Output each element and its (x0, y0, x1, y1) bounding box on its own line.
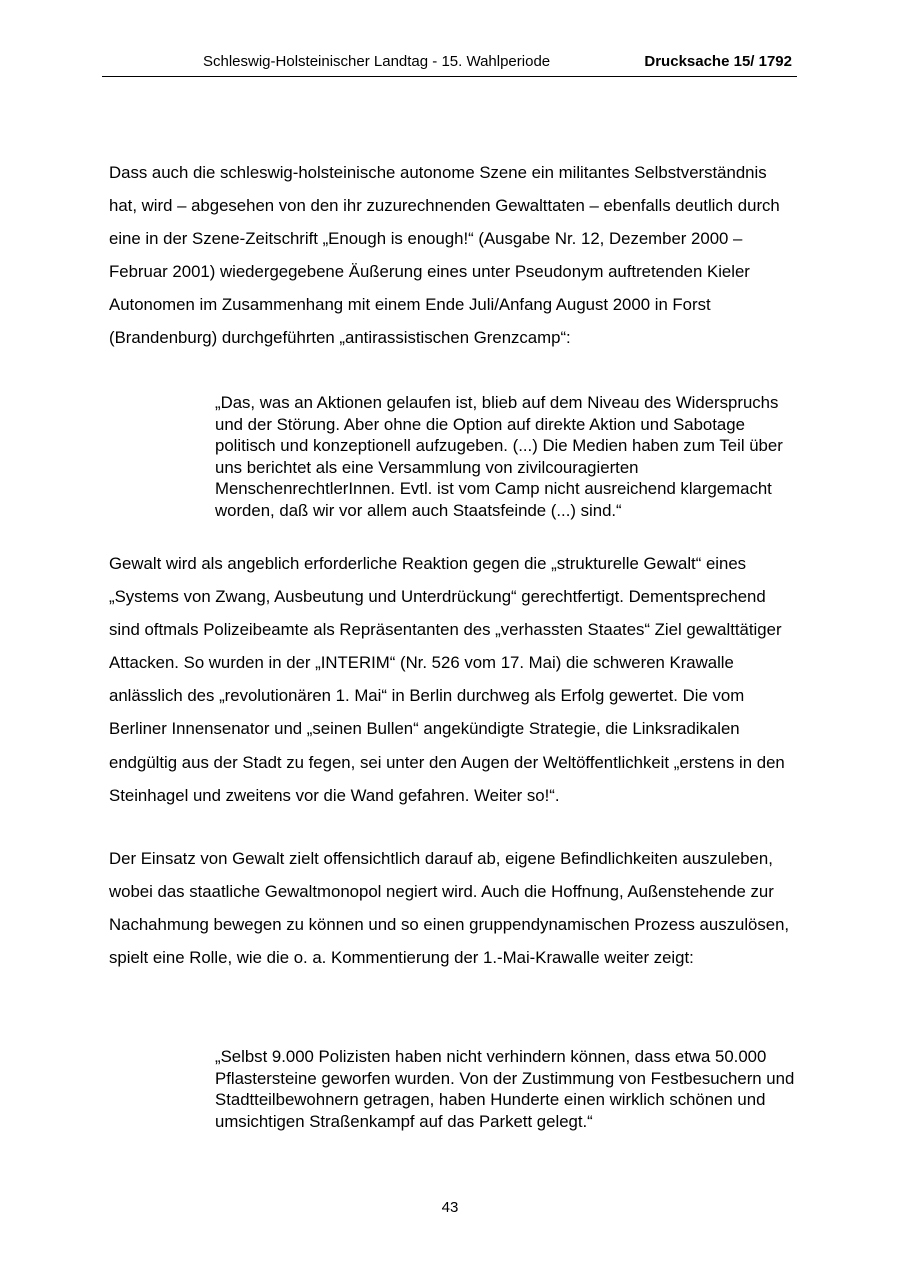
block-quote-1: „Das, was an Aktionen gelaufen ist, blieb auf dem Niveau des Widerspruchs und der Störung. Aber ohne die Option auf direkte Aktion und Sabotage politisch und konzeptionell aufzugeben. (...) Die Medien haben zum Teil über uns berichtet als eine Versammlung von zivilcouragierten MenschenrechtlerInnen. Evtl. ist vom Camp nicht ausreichend klargemacht worden, daß wir vor allem auch Staatsfeinde (...) sind.“ (215, 393, 783, 520)
paragraph-3: Der Einsatz von Gewalt zielt offensichtlich darauf ab, eigene Befindlichkeiten auszuleben, wobei das staatliche Gewaltmonopol negiert wird. Auch die Hoffnung, Außenstehende zur Nachahmung bewegen zu können und so einen gruppendynamischen Prozess auszulösen, spielt eine Rolle, wie die o. a. Kommentierung der 1.-Mai-Krawalle weiter zeigt: (109, 849, 790, 968)
header-title: Schleswig-Holsteinischer Landtag - 15. Wahlperiode (203, 53, 551, 70)
block-quote-2: „Selbst 9.000 Polizisten haben nicht verhindern können, dass etwa 50.000 Pflastersteine geworfen wurden. Von der Zustimmung von Festbesuchern und Stadtteilbewohnern getragen, haben Hunderte einen wirklich schönen und umsichtigen Straßenkampf auf das Parkett gelegt.“ (215, 1047, 795, 1131)
page-header (102, 52, 797, 77)
document-number: Drucksache 15/ 1792 (644, 53, 792, 70)
paragraph-2: Gewalt wird als angeblich erforderliche Reaktion gegen die „strukturelle Gewalt“ eines „Systems von Zwang, Ausbeutung und Unterdrückung“ gerechtfertigt. Dementsprechend sind oftmals Polizeibeamte als Repräsentanten des „verhassten Staates“ Ziel gewalttätiger Attacken. So wurden in der „INTERIM“ (Nr. 526 vom 17. Mai) die schweren Krawalle anlässlich des „revolutionären 1. Mai“ in Berlin durchweg als Erfolg gewertet. Die vom Berliner Innensenator und „seinen Bullen“ angekündigte Strategie, die Linksradikalen endgültig aus der Stadt zu fegen, sei unter den Augen der Weltöffentlichkeit „erstens in den Steinhagel und zweitens vor die Wand gefahren. Weiter so!“. (109, 554, 785, 805)
page-number: 43 (441, 1199, 459, 1216)
paragraph-1: Dass auch die schleswig-holsteinische autonome Szene ein militantes Selbstverständnis hat, wird – abgesehen von den ihr zuzurechnenden Gewalttaten – ebenfalls deutlich durch eine in der Szene-Zeitschrift „Enough is enough!“ (Ausgabe Nr. 12, Dezember 2000 – Februar 2001) wiedergegebene Äußerung eines unter Pseudonym auftretenden Kieler Autonomen im Zusammenhang mit einem Ende Juli/Anfang August 2000 in Forst (Brandenburg) durchgeführten „antirassistischen Grenzcamp“: (109, 163, 780, 348)
